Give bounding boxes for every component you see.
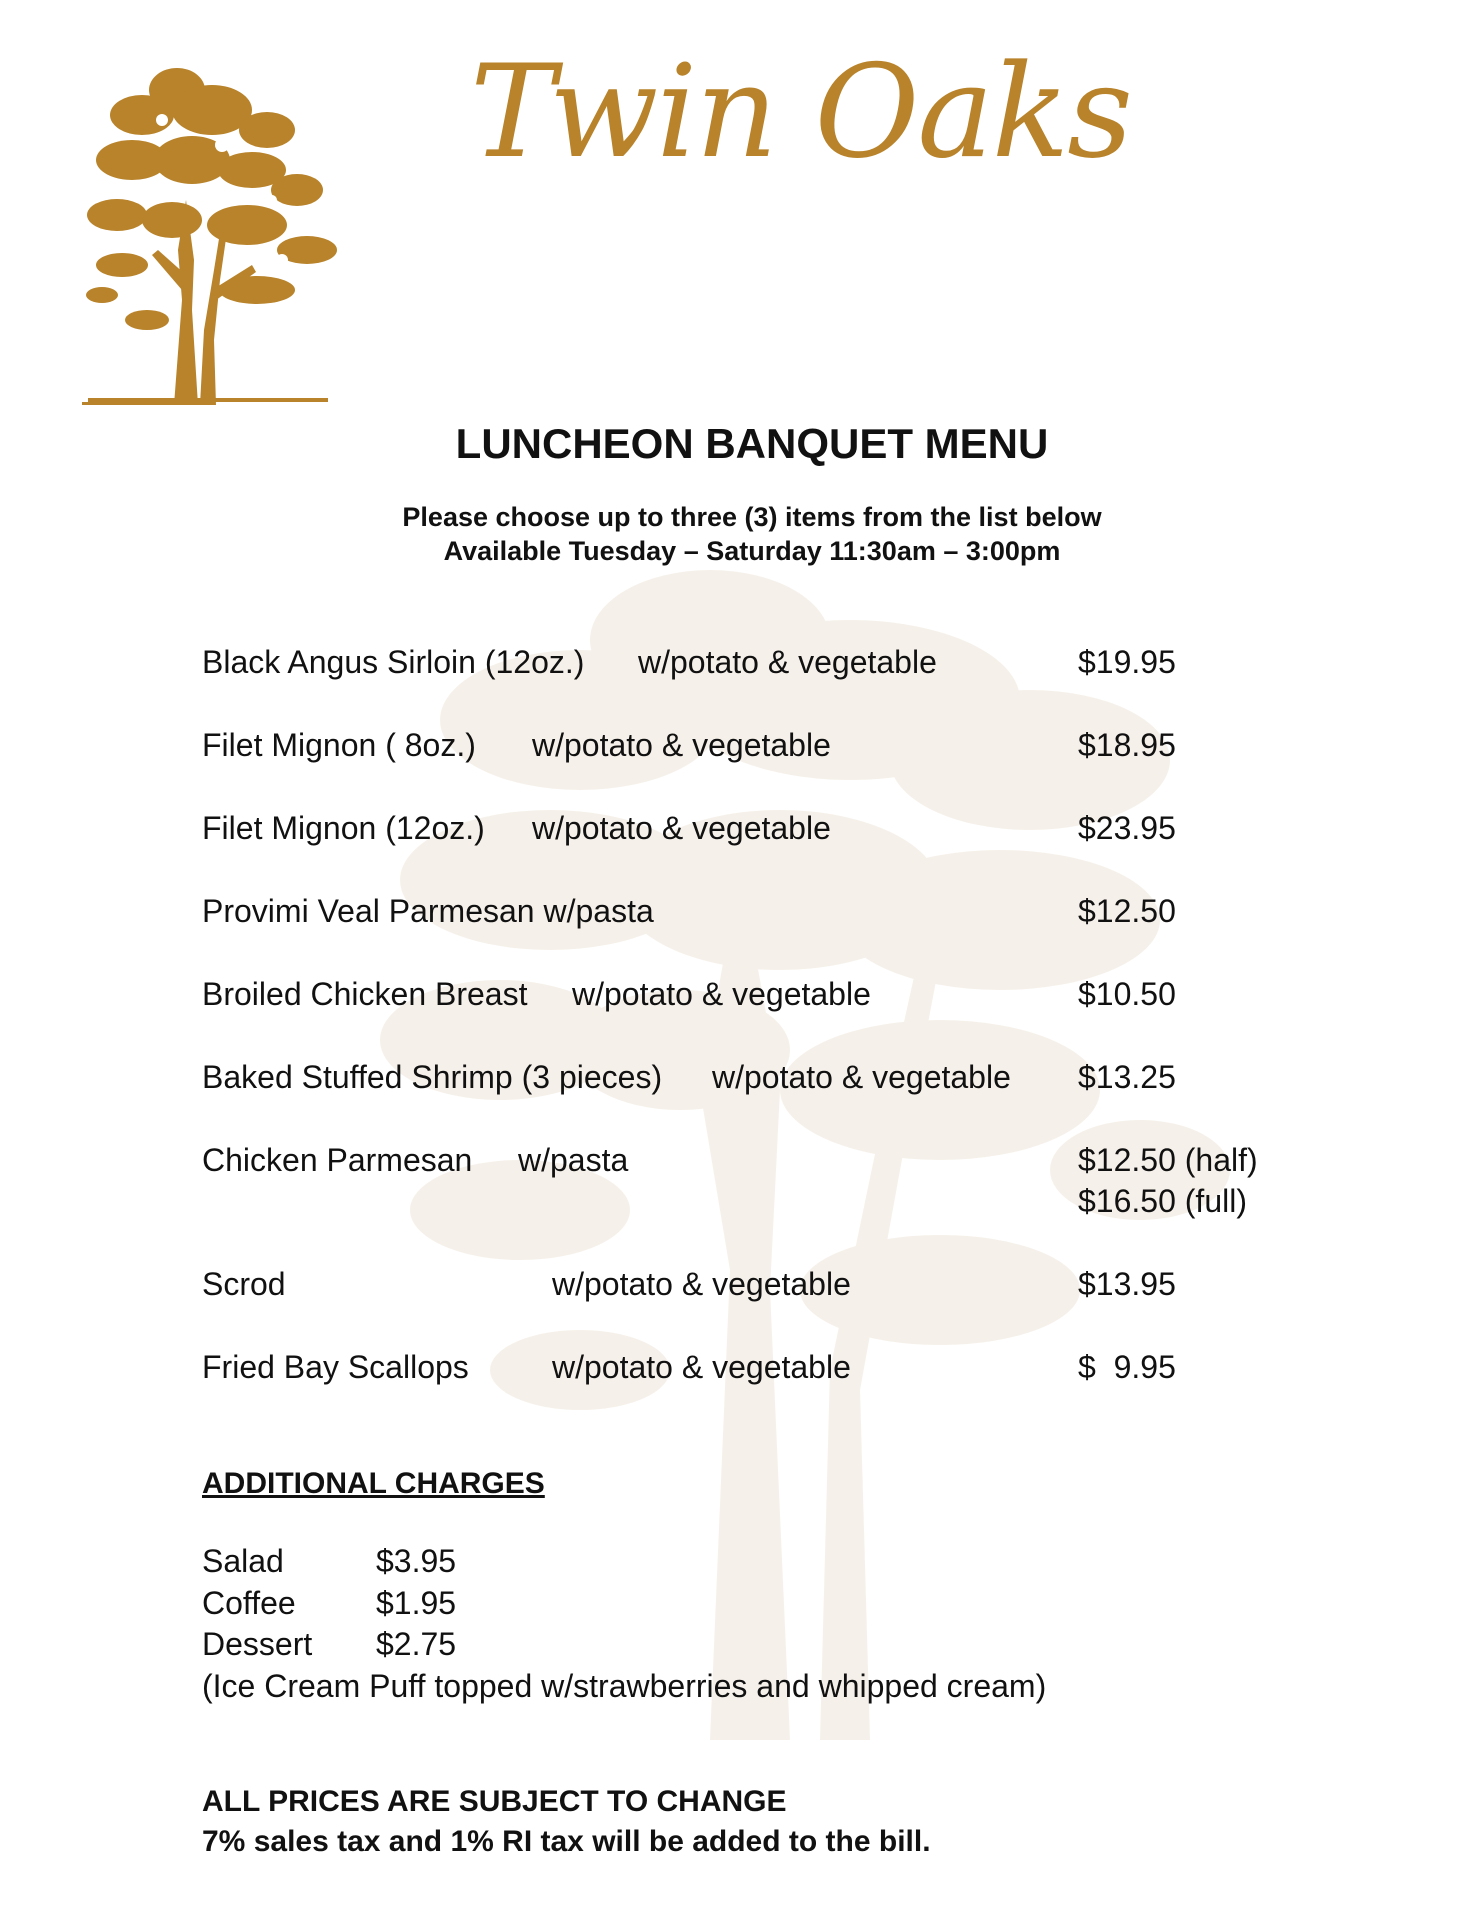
menu-item-price: $13.25: [1078, 1059, 1176, 1095]
additional-charges-heading: ADDITIONAL CHARGES: [202, 1467, 545, 1500]
menu-item-side: w/potato & vegetable: [552, 1349, 851, 1385]
charge-price: $1.95: [376, 1585, 457, 1621]
menu-item-name: Provimi Veal Parmesan w/pasta: [202, 893, 654, 929]
brand-name: Twin Oaks: [470, 38, 1131, 187]
page-title: LUNCHEON BANQUET MENU: [455, 420, 1049, 467]
menu-item-name: Scrod: [202, 1266, 286, 1302]
menu-item-side: w/potato & vegetable: [572, 976, 871, 1012]
menu-item-name: Filet Mignon ( 8oz.): [202, 727, 476, 763]
menu-item-price: $13.95: [1078, 1266, 1176, 1302]
menu-item-price: $12.50: [1078, 893, 1176, 929]
charge-name: Coffee: [202, 1585, 296, 1621]
menu-item-side: w/potato & vegetable: [532, 810, 831, 846]
menu-item-side: w/potato & vegetable: [638, 644, 937, 680]
tax-notice: 7% sales tax and 1% RI tax will be added to the bill.: [202, 1825, 931, 1858]
menu-item-name: Baked Stuffed Shrimp (3 pieces): [202, 1059, 663, 1095]
menu-item-price: $ 9.95: [1078, 1349, 1176, 1385]
menu-item-name: Fried Bay Scallops: [202, 1349, 469, 1385]
menu-item-side: w/potato & vegetable: [552, 1266, 851, 1302]
menu-item-price-half: $12.50 (half): [1078, 1142, 1258, 1178]
menu-item-side: w/pasta: [518, 1142, 629, 1178]
price-change-notice: ALL PRICES ARE SUBJECT TO CHANGE: [202, 1785, 787, 1818]
menu-item-price: $10.50: [1078, 976, 1176, 1012]
charge-name: Salad: [202, 1543, 284, 1579]
menu-item-price: $23.95: [1078, 810, 1176, 846]
menu-item-price-full: $16.50 (full): [1078, 1183, 1247, 1219]
menu-item-name: Black Angus Sirloin (12oz.): [202, 644, 585, 680]
subtitle-instructions: Please choose up to three (3) items from the list below: [402, 502, 1102, 532]
menu-item-side: w/potato & vegetable: [532, 727, 831, 763]
oak-tree-icon: [82, 50, 352, 430]
subtitle-availability: Available Tuesday – Saturday 11:30am – 3:00pm: [443, 536, 1061, 566]
menu-item-name: Chicken Parmesan: [202, 1142, 473, 1178]
charge-price: $2.75: [376, 1626, 457, 1662]
menu-item-name: Filet Mignon (12oz.): [202, 810, 485, 846]
charge-price: $3.95: [376, 1543, 457, 1579]
menu-item-price: $19.95: [1078, 644, 1176, 680]
charge-name: Dessert: [202, 1626, 313, 1662]
menu-item-price: $18.95: [1078, 727, 1176, 763]
menu-item-name: Broiled Chicken Breast: [202, 976, 528, 1012]
dessert-note: (Ice Cream Puff topped w/strawberries and whipped cream): [202, 1668, 1047, 1704]
menu-item-side: w/potato & vegetable: [712, 1059, 1011, 1095]
